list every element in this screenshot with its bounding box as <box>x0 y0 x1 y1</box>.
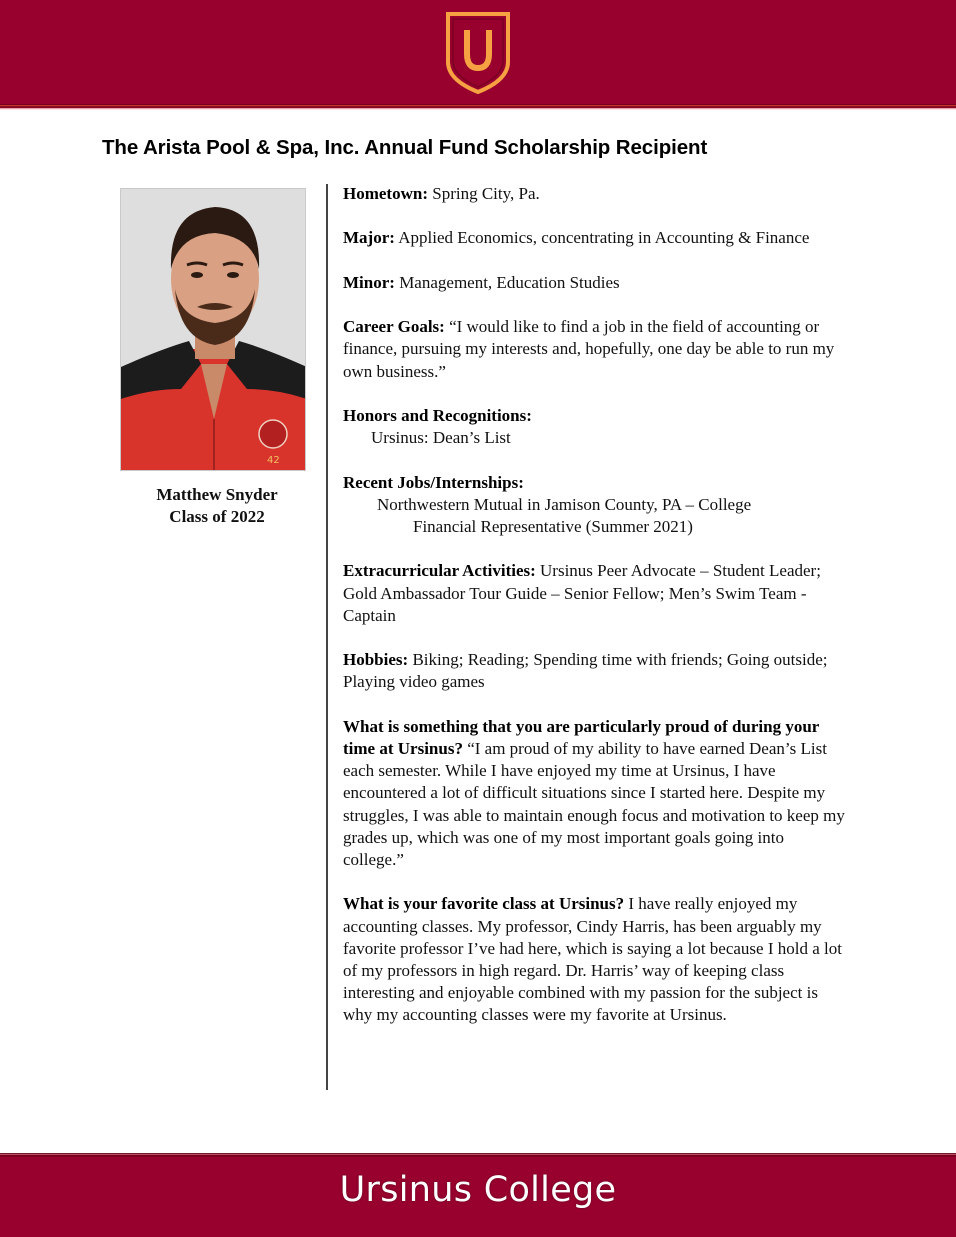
svg-text:42: 42 <box>267 455 280 466</box>
footer-college-name: Ursinus College <box>339 1170 617 1210</box>
hometown-field <box>343 183 848 205</box>
hobbies-label: Hobbies: <box>343 650 409 670</box>
footer-divider-stripes <box>0 1153 956 1158</box>
major-label: Major: <box>343 228 395 248</box>
favorite-class-answer: I have really enjoyed my accounting classes. My professor, Cindy Harris, has been arguably my favorite professor I’ve had here, which is saying a lot because I hold a lot of my professors in high regard. Dr. Harris’ way of keeping class interesting and enjoyable combined with my passion for the subject is why my accounting classes were my favorite at Ursinus. <box>343 894 842 1025</box>
recipient-name-block <box>110 484 324 528</box>
class-year: Class of 2022 <box>169 507 265 526</box>
honors-label: Honors and Recognitions: <box>343 405 532 425</box>
extracurricular-field <box>343 560 848 627</box>
honors-item: Ursinus: Dean’s List <box>371 428 511 448</box>
favorite-class-label: What is your favorite class at Ursinus? <box>343 894 625 914</box>
honors-field <box>343 405 848 449</box>
job-entry-line1: Northwestern Mutual in Jamison County, PA – College <box>377 494 752 514</box>
major-field <box>343 227 848 249</box>
minor-value: Management, Education Studies <box>399 272 620 292</box>
extracurricular-value: Ursinus Peer Advocate – Student Leader; Gold Ambassador Tour Guide – Senior Fellow; Men’s Swim Team - Captain <box>343 561 821 625</box>
job-entry-line2: Financial Representative (Summer 2021) <box>413 516 693 536</box>
career-goals-field <box>343 316 848 383</box>
profile-details <box>343 183 848 1049</box>
proud-question <box>343 716 848 871</box>
recipient-name: Matthew Snyder <box>156 485 278 504</box>
proud-answer: “I am proud of my ability to have earned Dean’s List each semester. While I have enjoyed my time at Ursinus, I have encountered a lot of difficult situations since I started here. Despite my struggles, I was able to maintain enough focus and motivation to keep my grades up, which was one of my most important goals going into college.” <box>343 738 845 869</box>
jobs-field <box>343 472 848 539</box>
student-portrait-photo <box>120 188 306 471</box>
major-value: Applied Economics, concentrating in Accounting & Finance <box>398 228 810 248</box>
career-goals-value: “I would like to find a job in the field of accounting or finance, pursuing my interests and, hopefully, one day be able to run my own business.” <box>343 317 835 381</box>
hobbies-field <box>343 649 848 693</box>
vertical-divider <box>326 184 328 1090</box>
hometown-label: Hometown: <box>343 184 428 203</box>
hobbies-value: Biking; Reading; Spending time with friends; Going outside; Playing video games <box>343 650 828 692</box>
header-divider-stripes <box>0 104 956 110</box>
extracurricular-label: Extracurricular Activities: <box>343 561 536 581</box>
minor-label: Minor: <box>343 272 395 292</box>
career-goals-label: Career Goals: <box>343 317 445 337</box>
hometown-value: Spring City, Pa. <box>432 184 540 203</box>
jobs-label: Recent Jobs/Internships: <box>343 472 524 492</box>
favorite-class-question <box>343 893 848 1026</box>
ursinus-shield-u-icon <box>444 10 512 96</box>
minor-field <box>343 272 848 294</box>
page-title: The Arista Pool & Spa, Inc. Annual Fund Scholarship Recipient <box>102 136 708 159</box>
proud-question-label: What is something that you are particularly proud of during your time at Ursinus? <box>343 716 820 758</box>
